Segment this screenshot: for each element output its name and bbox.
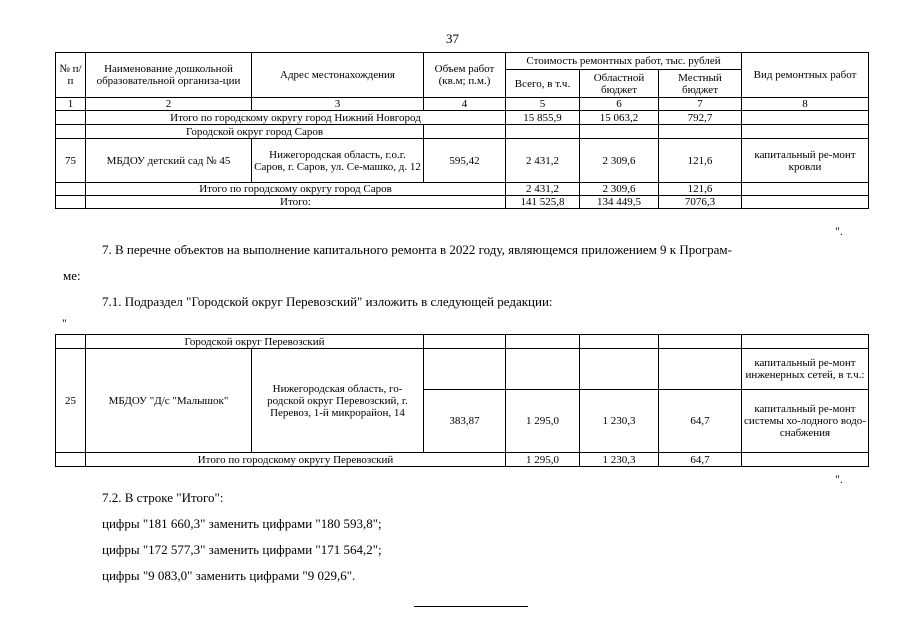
paragraph-7-2: 7.2. В строке "Итого": <box>102 490 224 505</box>
local-cost: 121,6 <box>659 139 742 183</box>
page-number: 37 <box>446 31 459 46</box>
col-number: 1 <box>56 98 86 111</box>
org-name: МБДОУ "Д/с "Малышок" <box>86 349 252 453</box>
total-cost: 141 525,8 <box>506 196 580 209</box>
col-number: 4 <box>424 98 506 111</box>
local-cost: 64,7 <box>659 453 742 467</box>
opening-quote: " <box>62 316 67 330</box>
work-volume: 383,87 <box>424 390 506 453</box>
local-cost: 792,7 <box>659 111 742 125</box>
header-num: № п/п <box>56 53 86 98</box>
regional-cost: 2 309,6 <box>580 139 659 183</box>
header-work-type: Вид ремонтных работ <box>742 53 869 98</box>
closing-quote: ". <box>835 224 843 238</box>
regional-cost: 2 309,6 <box>580 183 659 196</box>
regional-cost: 1 230,3 <box>580 453 659 467</box>
paragraph-7-line-2: ме: <box>63 268 81 283</box>
replacement-table <box>55 334 869 467</box>
total-label: Итого по городскому округу Перевозский <box>86 453 506 467</box>
section-heading: Городской округ город Саров <box>86 125 424 139</box>
col-number: 8 <box>742 98 869 111</box>
repair-table-continued <box>55 52 869 209</box>
header-volume: Объем работ (кв.м; п.м.) <box>424 53 506 98</box>
local-cost: 64,7 <box>659 390 742 453</box>
work-volume: 595,42 <box>424 139 506 183</box>
closing-quote: ". <box>835 472 843 486</box>
replacement-line-2: цифры "172 577,3" заменить цифрами "171 564,2"; <box>102 542 382 557</box>
header-name: Наименование дошкольной образовательной организа-ции <box>86 53 252 98</box>
col-number: 2 <box>86 98 252 111</box>
end-rule <box>414 606 528 607</box>
local-cost: 121,6 <box>659 183 742 196</box>
replacement-line-1: цифры "181 660,3" заменить цифрами "180 593,8"; <box>102 516 382 531</box>
grand-total-label: Итого: <box>86 196 506 209</box>
work-type: капитальный ре-монт кровли <box>742 139 869 183</box>
header-local: Местный бюджет <box>659 70 742 98</box>
work-type: капитальный ре-монт системы хо-лодного водо-снабжения <box>742 390 869 453</box>
org-address: Нижегородская область, го-родской округ Перевозский, г. Перевоз, 1-й микрорайон, 14 <box>252 349 424 453</box>
col-number: 3 <box>252 98 424 111</box>
row-num: 75 <box>56 139 86 183</box>
total-label: Итого по городскому округу город Нижний Новгород <box>86 111 506 125</box>
total-cost: 1 295,0 <box>506 390 580 453</box>
row-num: 25 <box>56 349 86 453</box>
regional-cost: 1 230,3 <box>580 390 659 453</box>
total-cost: 2 431,2 <box>506 183 580 196</box>
total-label: Итого по городскому округу город Саров <box>86 183 506 196</box>
paragraph-7-line-1: 7. В перечне объектов на выполнение капитального ремонта в 2022 году, являющемся приложением 9 к Програм- <box>102 242 732 257</box>
paragraph-7-1: 7.1. Подраздел "Городской округ Перевозский" изложить в следующей редакции: <box>102 294 553 309</box>
header-regional: Областной бюджет <box>580 70 659 98</box>
header-total: Всего, в т.ч. <box>506 70 580 98</box>
org-address: Нижегородская область, г.о.г. Саров, г. Саров, ул. Се-машко, д. 12 <box>252 139 424 183</box>
total-cost: 2 431,2 <box>506 139 580 183</box>
total-cost: 15 855,9 <box>506 111 580 125</box>
total-cost: 1 295,0 <box>506 453 580 467</box>
org-name: МБДОУ детский сад № 45 <box>86 139 252 183</box>
col-number: 7 <box>659 98 742 111</box>
replacement-line-3: цифры "9 083,0" заменить цифрами "9 029,6". <box>102 568 356 583</box>
regional-cost: 15 063,2 <box>580 111 659 125</box>
header-cost-group: Стоимость ремонтных работ, тыс. рублей <box>506 53 742 70</box>
col-number: 5 <box>506 98 580 111</box>
col-number: 6 <box>580 98 659 111</box>
header-address: Адрес местонахождения <box>252 53 424 98</box>
work-type-group: капитальный ре-монт инженерных сетей, в т.ч.: <box>742 349 869 390</box>
regional-cost: 134 449,5 <box>580 196 659 209</box>
section-heading: Городской округ Перевозский <box>86 335 424 349</box>
local-cost: 7076,3 <box>659 196 742 209</box>
